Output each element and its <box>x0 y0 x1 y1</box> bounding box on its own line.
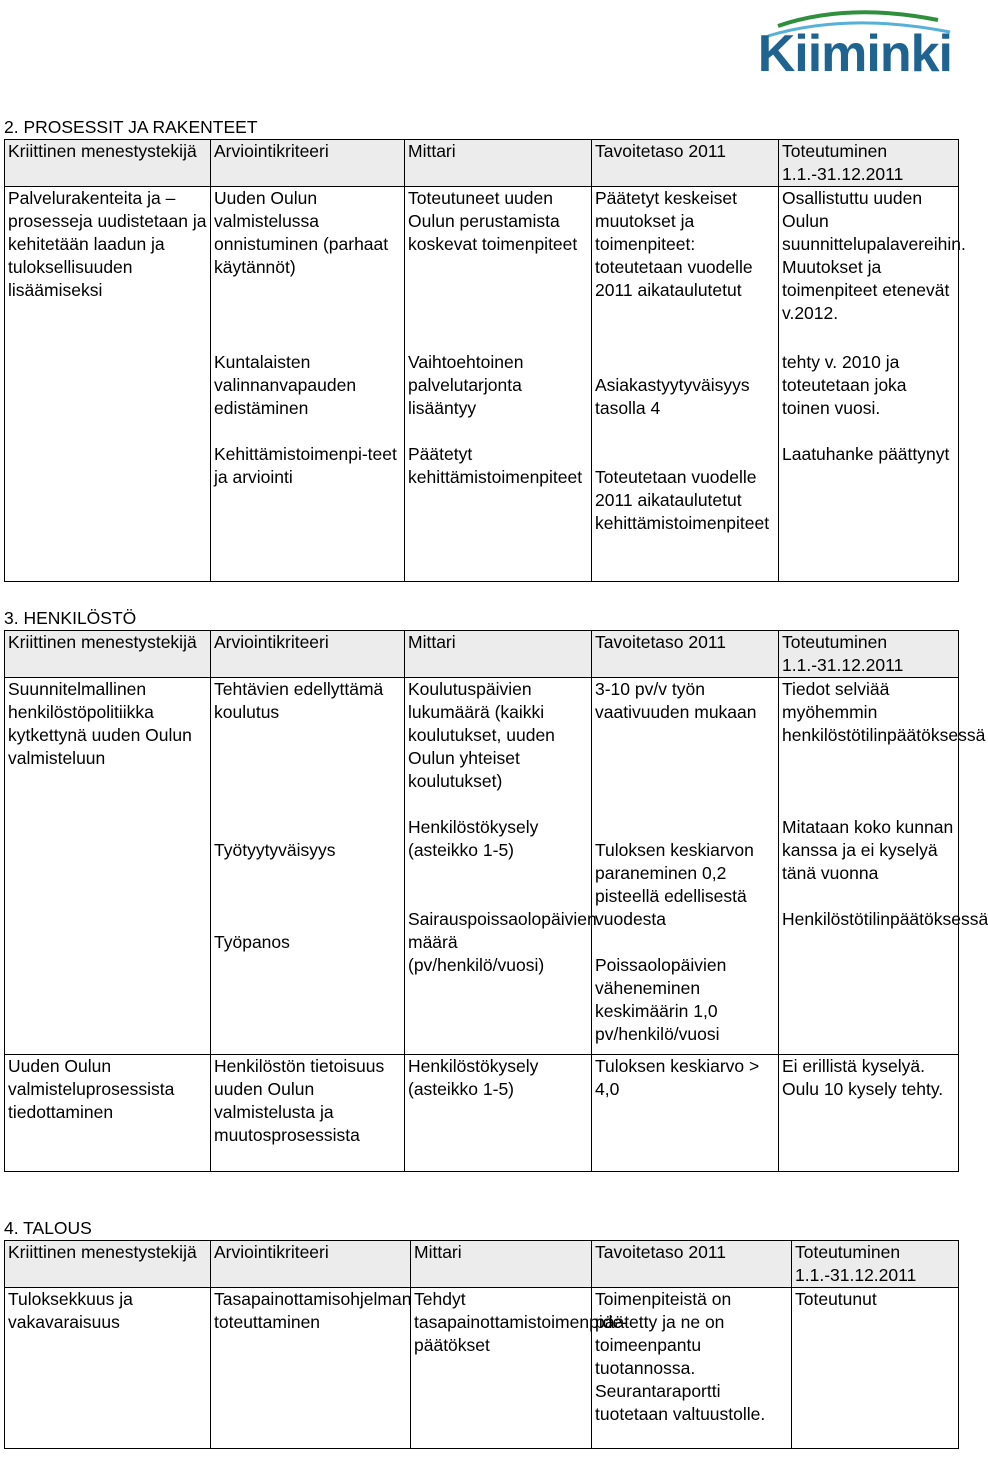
cell-text: Henkilöstökysely (asteikko 1-5) <box>408 817 539 860</box>
table-cell: Tiedot selviää myöhemmin henkilöstötilinpäätöksessä <box>779 678 959 817</box>
table-cell: Asiakastyytyväisyys tasolla 4 <box>592 351 779 443</box>
henkilosto-table <box>4 630 988 1172</box>
header-cell: Arviointikriteeri <box>211 631 405 678</box>
prosessit-table <box>4 139 966 582</box>
cell-text: Henkilöstötilinpäätöksessä <box>782 909 988 929</box>
header-cell: Kriittinen menestystekijä <box>5 1241 211 1288</box>
header-cell: Tavoitetaso 2011 <box>592 140 779 187</box>
table-cell: Kuntalaisten valinnanvapauden edistäminen <box>211 351 405 443</box>
table-cell: Päätetyt kehittämistoimenpiteet <box>405 443 592 582</box>
header-cell: Mittari <box>405 140 592 187</box>
header-cell: Tavoitetaso 2011 <box>592 631 779 678</box>
header-cell: Arviointikriteeri <box>211 140 405 187</box>
table-cell: Toteutetaan vuodelle 2011 aikataulutetut kehittämistoimenpiteet <box>592 443 779 582</box>
table-cell: Toteutuneet uuden Oulun perustamista koskevat toimenpiteet <box>405 187 592 352</box>
table-cell: Laatuhanke päättynyt <box>779 443 959 582</box>
section-henkilosto <box>4 607 988 1172</box>
logo-wordmark: Kiiminki <box>757 25 952 83</box>
header-cell: Kriittinen menestystekijä <box>5 631 211 678</box>
table-cell: Toimenpiteistä on päätetty ja ne on toimeenpantu tuotannossa. Seurantaraportti tuotetaan valtuustolle. <box>592 1288 792 1449</box>
table-cell: Tuloksekkuus ja vakavaraisuus <box>5 1288 211 1449</box>
header-cell: Arviointikriteeri <box>211 1241 411 1288</box>
table-row <box>5 1288 959 1449</box>
cell-text: Poissaolopäivien väheneminen keskimäärin 1,0 pv/henkilö/vuosi <box>595 955 727 1044</box>
cell-text: Työpanos <box>214 932 290 952</box>
section-prosessit <box>4 116 966 582</box>
table-row <box>5 1055 959 1172</box>
table-cell <box>779 816 988 1055</box>
cell-text: Sairauspoissaolopäivien määrä (pv/henkilö/vuosi) <box>408 909 597 975</box>
header-cell: Tavoitetaso 2011 <box>592 1241 792 1288</box>
table-cell: Tehdyt tasapainottamistoimenpide-päätökset <box>411 1288 592 1449</box>
table-cell: Toteutunut <box>792 1288 959 1449</box>
table-cell: tehty v. 2010 ja toteutetaan joka toinen vuosi. <box>779 351 959 443</box>
cell-text: Työtyytyväisyys <box>214 840 336 860</box>
header-cell: Toteutuminen 1.1.-31.12.2011 <box>779 140 959 187</box>
table-cell: 3-10 pv/v työn vaativuuden mukaan <box>592 678 779 817</box>
table-cell: Henkilöstökysely (asteikko 1-5) <box>405 1055 592 1172</box>
table-cell: Palvelurakenteita ja –prosesseja uudistetaan ja kehitetään laadun ja tuloksellisuuden lisäämiseksi <box>5 187 211 582</box>
table-header-row <box>5 140 959 187</box>
header-cell: Mittari <box>411 1241 592 1288</box>
table-row <box>5 187 959 352</box>
header-cell: Kriittinen menestystekijä <box>5 140 211 187</box>
table-cell: Suunnitelmallinen henkilöstöpolitiikka kytkettynä uuden Oulun valmisteluun <box>5 678 211 1055</box>
table-cell: Tasapainottamisohjelman toteuttaminen <box>211 1288 411 1449</box>
table-cell: Tuloksen keskiarvo > 4,0 <box>592 1055 779 1172</box>
table-cell <box>211 816 405 1055</box>
header-cell: Mittari <box>405 631 592 678</box>
section-talous <box>4 1217 958 1449</box>
table-cell: Tehtävien edellyttämä koulutus <box>211 678 405 817</box>
section-title: 4. TALOUS <box>4 1218 92 1238</box>
table-cell <box>592 816 779 1055</box>
table-cell: Henkilöstön tietoisuus uuden Oulun valmistelusta ja muutosprosessista <box>211 1055 405 1172</box>
table-row <box>5 678 959 817</box>
section-title: 2. PROSESSIT JA RAKENTEET <box>4 117 258 137</box>
talous-table <box>4 1240 959 1449</box>
table-cell: Kehittämistoimenpi-teet ja arviointi <box>211 443 405 582</box>
header-cell: Toteutuminen 1.1.-31.12.2011 <box>792 1241 959 1288</box>
section-title: 3. HENKILÖSTÖ <box>4 608 137 628</box>
table-header-row <box>5 1241 959 1288</box>
table-cell: Osallistuttu uuden Oulun suunnittelupalavereihin. Muutokset ja toimenpiteet etenevät v.2012. <box>779 187 959 352</box>
table-cell: Vaihtoehtoinen palvelutarjonta lisääntyy <box>405 351 592 443</box>
cell-text: Mitataan koko kunnan kanssa ja ei kyselyä tänä vuonna <box>782 817 954 883</box>
table-cell: Koulutuspäivien lukumäärä (kaikki koulutukset, uuden Oulun yhteiset koulutukset) <box>405 678 592 817</box>
cell-text: Tuloksen keskiarvon paraneminen 0,2 pisteellä edellisestä vuodesta <box>595 840 754 929</box>
table-cell: Uuden Oulun valmistelussa onnistuminen (parhaat käytännöt) <box>211 187 405 352</box>
header-cell: Toteutuminen 1.1.-31.12.2011 <box>779 631 959 678</box>
table-cell: Päätetyt keskeiset muutokset ja toimenpiteet: toteutetaan vuodelle 2011 aikataulutetut <box>592 187 779 352</box>
table-cell: Uuden Oulun valmisteluprosessista tiedottaminen <box>5 1055 211 1172</box>
table-cell <box>405 816 597 1055</box>
table-cell: Ei erillistä kyselyä. Oulu 10 kysely tehty. <box>779 1055 959 1172</box>
table-header-row <box>5 631 959 678</box>
kiiminki-logo <box>738 6 958 98</box>
